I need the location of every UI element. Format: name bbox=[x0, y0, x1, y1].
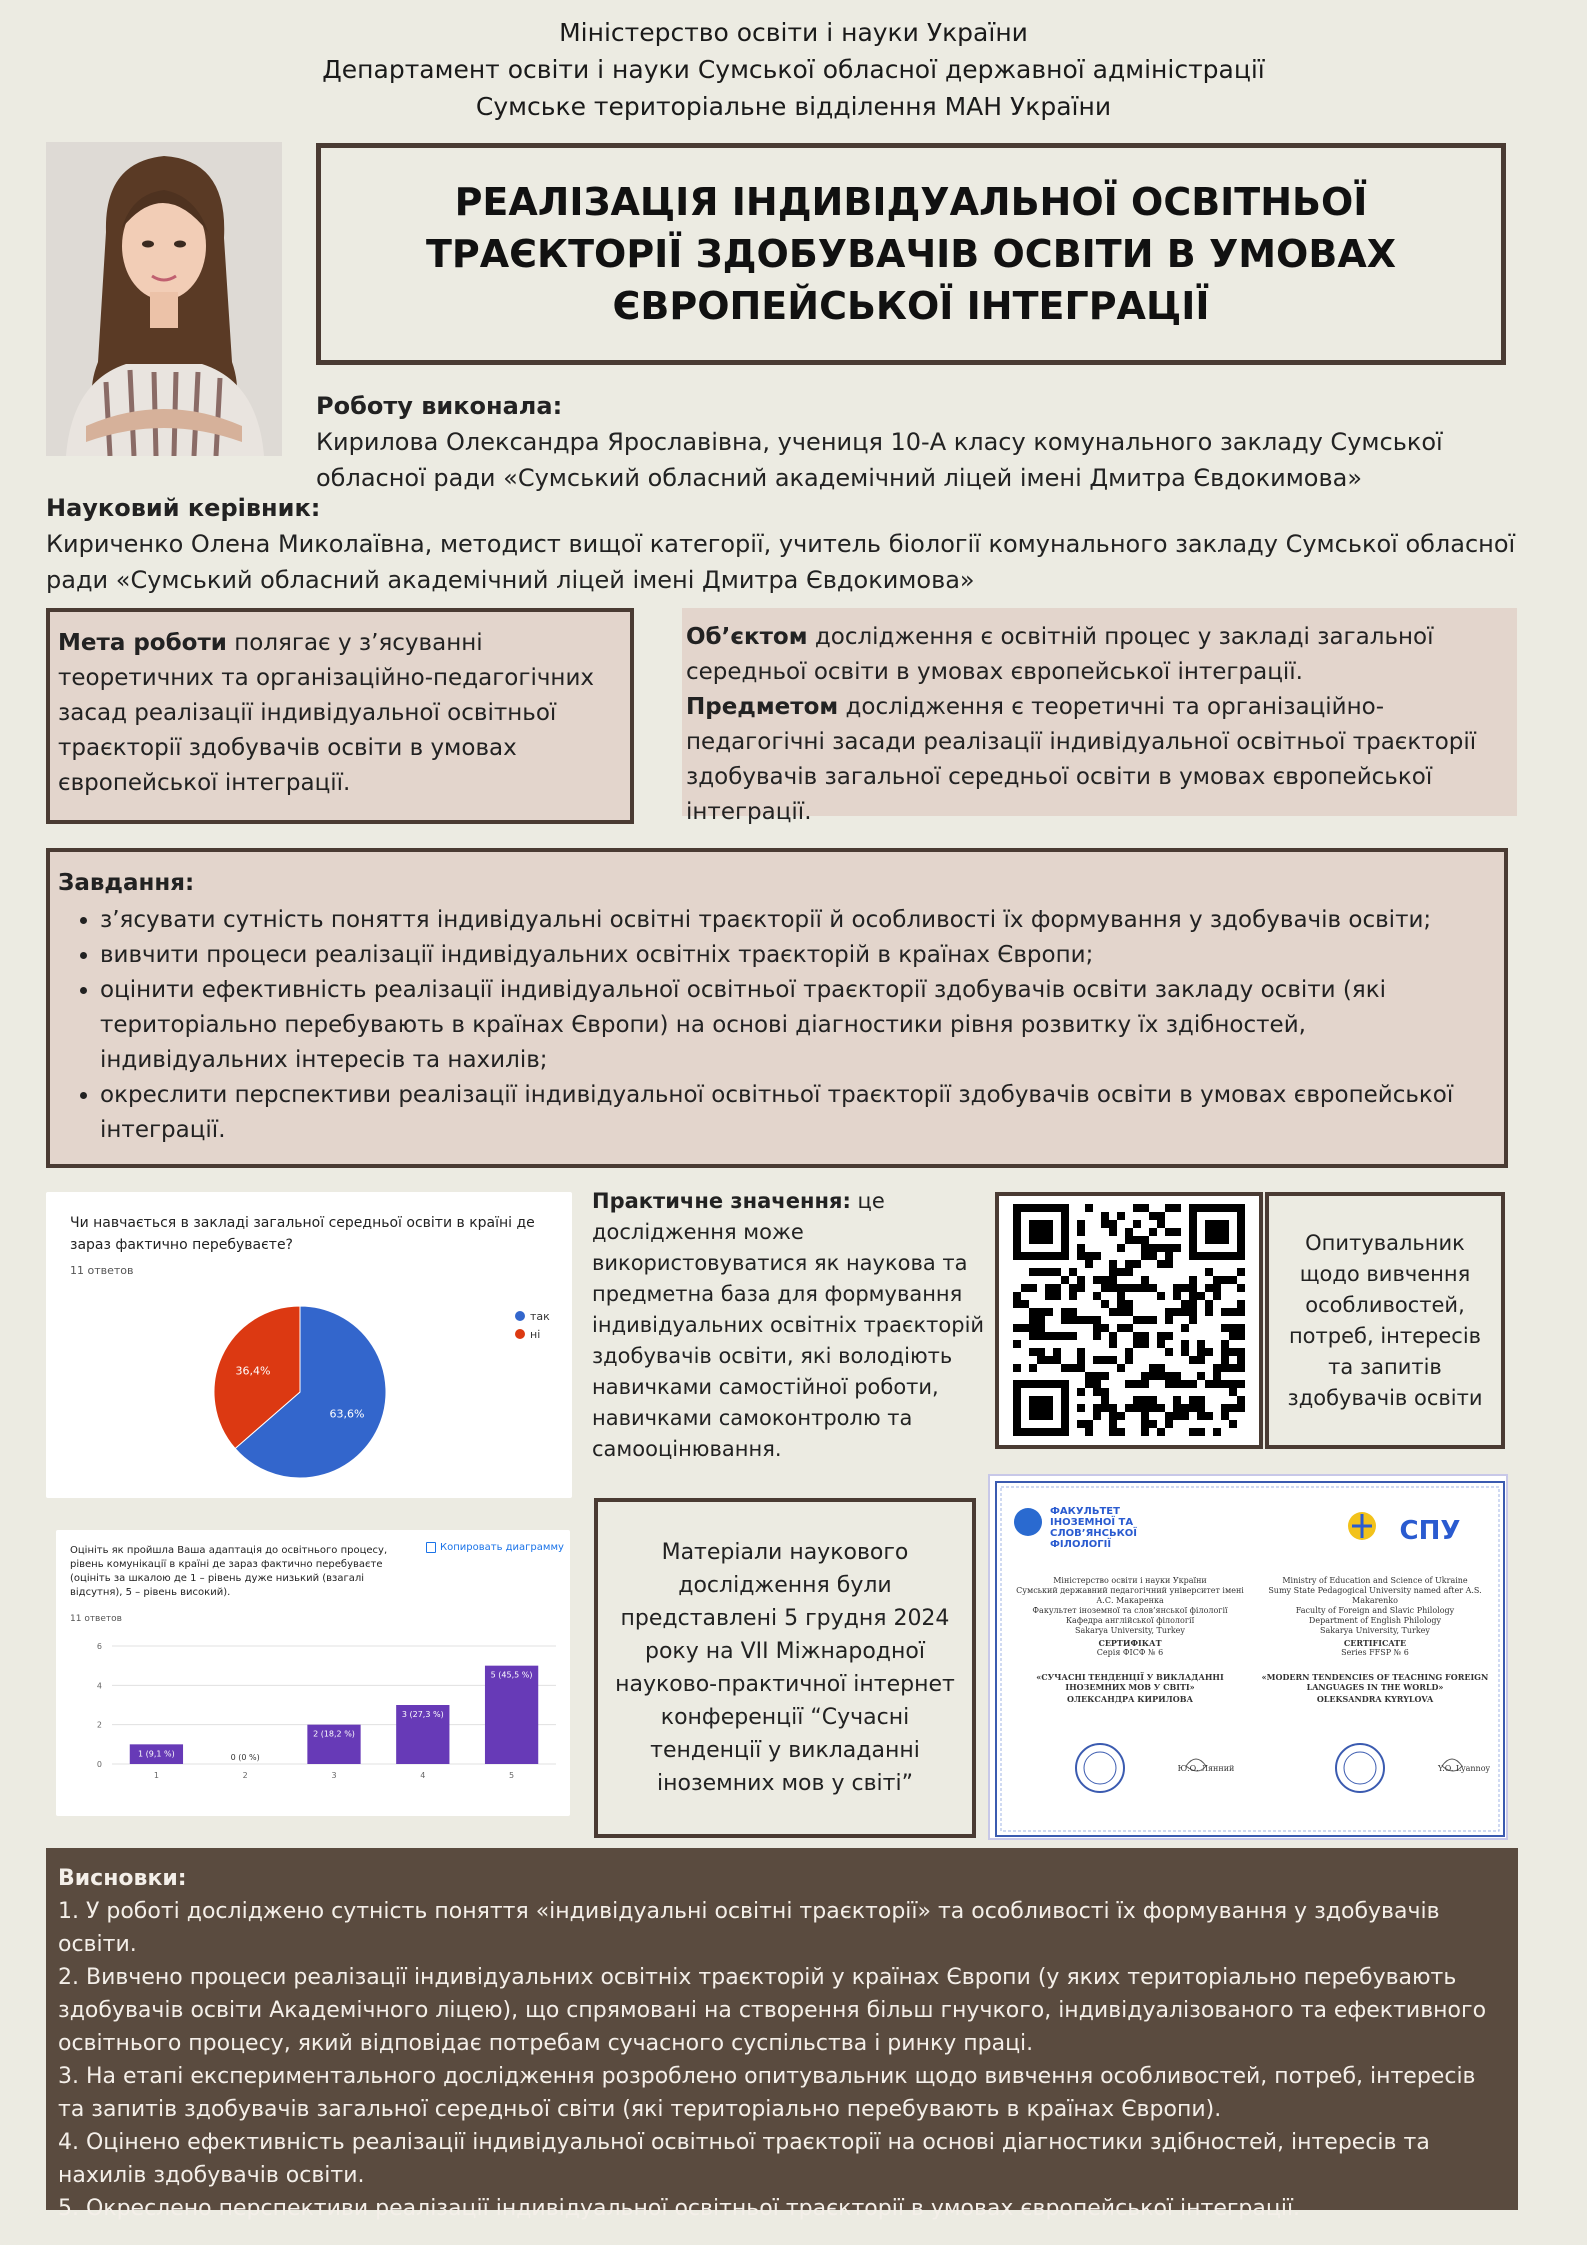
conclusions-label: Висновки: bbox=[58, 1866, 187, 1891]
man-branch-line: Сумське територіальне відділення МАН України bbox=[475, 92, 1112, 121]
supervisor-label: Науковий керівник: bbox=[46, 494, 321, 522]
cert-ua-title: СЕРТИФІКАТ bbox=[1098, 1638, 1162, 1648]
cert-ua-signer: Ю.О. Лянний bbox=[1177, 1764, 1235, 1773]
cert-en-name: OLEKSANDRA KYRYLOVA bbox=[1316, 1694, 1434, 1704]
y-tick-label: 4 bbox=[96, 1681, 102, 1691]
cert-faculty-name: ФАКУЛЬТЕТ ІНОЗЕМНОЇ ТА СЛОВ’ЯНСЬКОЇ ФІЛОЛОГІЇ bbox=[1050, 1506, 1137, 1550]
qr-code[interactable] bbox=[999, 1196, 1259, 1445]
cert-university-logo: СПУ bbox=[1399, 1516, 1461, 1546]
goal-label: Мета роботи bbox=[58, 630, 227, 656]
x-tick-label: 3 bbox=[331, 1771, 337, 1780]
x-tick-label: 5 bbox=[509, 1771, 515, 1780]
cert-en-conference: «MODERN TENDENCIES OF TEACHING FOREIGN LANGUAGES IN THE WORLD» bbox=[1261, 1672, 1489, 1692]
tasks-label: Завдання: bbox=[58, 870, 195, 896]
cert-en-series: Series FFSP № 6 bbox=[1341, 1648, 1409, 1657]
task-item: • з’ясувати сутність поняття індивідуальні освітні траєкторії й особливості їх формування у здобувачів освіти; bbox=[100, 903, 1498, 938]
pie-data-label: 36,4% bbox=[235, 1364, 271, 1378]
cert-ua-conference: «СУЧАСНІ ТЕНДЕНЦІЇ У ВИКЛАДАННІ ІНОЗЕМНИХ МОВ У СВІТІ» bbox=[1036, 1672, 1224, 1692]
subject-text: дослідження є теоретичні та організаційно-педагогічні засади реалізації індивідуальної освітньої траєкторії здобувачів загальної середньої освіти в умовах європейської інтеграції. bbox=[686, 694, 1477, 825]
bar-data-label: 5 (45,5 %) bbox=[490, 1670, 533, 1680]
conclusion-item: 5. Окреслено перспективи реалізації індивідуальної освітньої траєкторії в умовах європейської інтеграції. bbox=[58, 2196, 1301, 2221]
legend-dot bbox=[515, 1311, 525, 1321]
copy-chart-label: Копировать диаграмму bbox=[440, 1542, 564, 1553]
subject-label: Предметом bbox=[686, 694, 839, 720]
pie-data-label: 63,6% bbox=[329, 1407, 365, 1421]
task-item: • вивчити процеси реалізації індивідуальних освітніх траєкторій в країнах Європи; bbox=[100, 938, 1498, 973]
supervisor-text: Кириченко Олена Миколаївна, методист вищої категорії, учитель біології комунального закладу Сумської обласної ради «Сумський обласний академічний ліцей імені Дмитра Євдокимова» bbox=[46, 530, 1516, 594]
x-tick-label: 1 bbox=[153, 1771, 159, 1780]
bar-chart bbox=[56, 1530, 570, 1816]
bar-data-label: 3 (27,3 %) bbox=[401, 1710, 444, 1719]
practical-text: це дослідження може використовуватися як наукова та предметна база для формування індивідуальних освітніх траєкторій здобувачів освіти, які володіють навичками самостійної роботи, навичками самоконтролю та самооцінювання. bbox=[592, 1189, 985, 1461]
x-tick-label: 2 bbox=[242, 1771, 248, 1780]
questionnaire-box: Опитувальник щодо вивчення особливостей, потреб, інтересів та запитів здобувачів освіти bbox=[1265, 1192, 1505, 1449]
cert-ua-series: Серія ФІСФ № 6 bbox=[1096, 1648, 1164, 1657]
author-label: Роботу виконала: bbox=[316, 392, 563, 420]
pie-chart-response-count: 11 ответов bbox=[70, 1264, 134, 1277]
author-text: Кирилова Олександра Ярославівна, учениця 10-А класу комунального закладу Сумської обласної ради «Сумський обласний академічний ліцей імені Дмитра Євдокимова» bbox=[316, 428, 1443, 492]
goal-text: полягає у з’ясуванні теоретичних та організаційно-педагогічних засад реалізації індивідуальної освітньої траєкторії здобувачів освіти в умовах європейської інтеграції. bbox=[58, 630, 595, 796]
task-item: • оцінити ефективність реалізації індивідуальної освітньої траєкторії здобувачів освіти закладу освіти (які територіально перебувають в країнах Європи) на основі діагностики рівня розвитку їх здібностей, індивідуальних інтересів та нахилів; bbox=[100, 973, 1498, 1078]
supervisor-block bbox=[46, 490, 1526, 598]
conclusion-item: 4. Оцінено ефективність реалізації індивідуальної освітньої траєкторії на основі діагностики здібностей, інтересів та нахилів здобувачів освіти. bbox=[58, 2130, 1430, 2188]
task-item: • окреслити перспективи реалізації індивідуальної освітньої траєкторії здобувачів освіти в умовах європейської інтеграції. bbox=[100, 1078, 1498, 1148]
object-text: дослідження є освітній процес у закладі загальної середньої освіти в умовах європейської інтеграції. bbox=[686, 624, 1434, 685]
legend-label: ні bbox=[530, 1328, 541, 1341]
cert-ua-name: ОЛЕКСАНДРА КИРИЛОВА bbox=[1066, 1694, 1194, 1704]
bar-chart-response-count: 11 ответов bbox=[70, 1614, 122, 1624]
cert-ua-header: Міністерство освіти і науки України Сумський державний педагогічний університет імені А.С. Макаренка Факультет іноземної та слов’янської філології Кафедра англійської філології Sakarya University, Turkey bbox=[1016, 1576, 1244, 1635]
bar-data-label: 1 (9,1 %) bbox=[138, 1749, 175, 1759]
goal-box bbox=[46, 608, 634, 824]
y-tick-label: 2 bbox=[96, 1720, 102, 1730]
pie-chart bbox=[46, 1192, 572, 1498]
practical-label: Практичне значення: bbox=[592, 1189, 851, 1213]
bar-5 bbox=[485, 1666, 538, 1764]
y-tick-label: 6 bbox=[96, 1642, 102, 1651]
institution-header bbox=[0, 14, 1587, 125]
materials-box: Матеріали наукового дослідження були представлені 5 грудня 2024 року на VII Міжнародної науково-практичної інтернет конференції “Сучасні тенденції у викладанні іноземних мов у світі” bbox=[594, 1498, 976, 1838]
cert-en-header: Ministry of Education and Science of Ukraine Sumy State Pedagogical University named after A.S. Makarenko Faculty of Foreign and Slavic Philology Department of English Philology Sakarya University, Turkey bbox=[1268, 1576, 1482, 1635]
ministry-line: Міністерство освіти і науки України bbox=[559, 18, 1028, 47]
department-line: Департамент освіти і науки Сумської обласної державної адміністрації bbox=[322, 55, 1265, 84]
x-tick-label: 4 bbox=[420, 1771, 426, 1780]
legend-label: так bbox=[530, 1310, 550, 1323]
legend-dot bbox=[515, 1329, 525, 1339]
pie-chart-card bbox=[46, 1192, 572, 1498]
certificate-image bbox=[988, 1474, 1508, 1840]
qr-code-box[interactable] bbox=[995, 1192, 1263, 1449]
cert-en-title: CERTIFICATE bbox=[1343, 1638, 1407, 1648]
bar-chart-title: Оцініть як пройшла Ваша адаптація до освітнього процесу, рівень комунікації в країні де зараз фактично перебуваєте (оцініть за шкалою де 1 – рівень дуже низький (взагалі відсутня), 5 – рівень високий). bbox=[70, 1545, 388, 1598]
conclusion-item: 2. Вивчено процеси реалізації індивідуальних освітніх траєкторій у країнах Європи (у яких територіально перебувають здобувачів освіти Академічного ліцею), що спрямовані на створення більш гнучкого, індивідуалізованого та ефективного освітнього процесу, який відповідає потребам сучасного суспільства і ринку праці. bbox=[58, 1965, 1487, 2056]
y-tick-label: 0 bbox=[96, 1760, 102, 1769]
tasks-list bbox=[58, 903, 1498, 1148]
bar-data-label: 2 (18,2 %) bbox=[313, 1729, 355, 1739]
conclusion-item: 3. На етапі експериментального дослідження розроблено опитувальник щодо вивчення особливостей, потреб, інтересів та запитів здобувачів загальної середньої світи (які територіально перебувають в країнах Європи). bbox=[58, 2064, 1476, 2122]
author-block bbox=[316, 388, 1516, 496]
cert-en-signer: Y.O. Lyannoy bbox=[1437, 1764, 1491, 1773]
conclusion-item: 1. У роботі досліджено сутність поняття «індивідуальні освітні траєкторії» та особливості їх формування у здобувачів освіти. bbox=[58, 1899, 1440, 1957]
tasks-box bbox=[46, 848, 1508, 1168]
conclusions-box bbox=[46, 1848, 1518, 2221]
bar-data-label: 0 (0 %) bbox=[230, 1753, 260, 1762]
poster-title: РЕАЛІЗАЦІЯ ІНДИВІДУАЛЬНОЇ ОСВІТНЬОЇ ТРАЄКТОРІЇ ЗДОБУВАЧІВ ОСВІТИ В УМОВАХ ЄВРОПЕЙСЬКОЇ ІНТЕГРАЦІЇ bbox=[316, 143, 1506, 365]
bar-chart-card bbox=[56, 1530, 570, 1816]
pie-chart-title: Чи навчається в закладі загальної середньої освіти в країні де зараз фактично перебуваєте? bbox=[70, 1215, 535, 1253]
author-photo bbox=[46, 142, 282, 456]
object-label: Об’єктом bbox=[686, 624, 808, 650]
practical-significance bbox=[592, 1186, 988, 1465]
object-subject-box bbox=[682, 608, 1517, 825]
